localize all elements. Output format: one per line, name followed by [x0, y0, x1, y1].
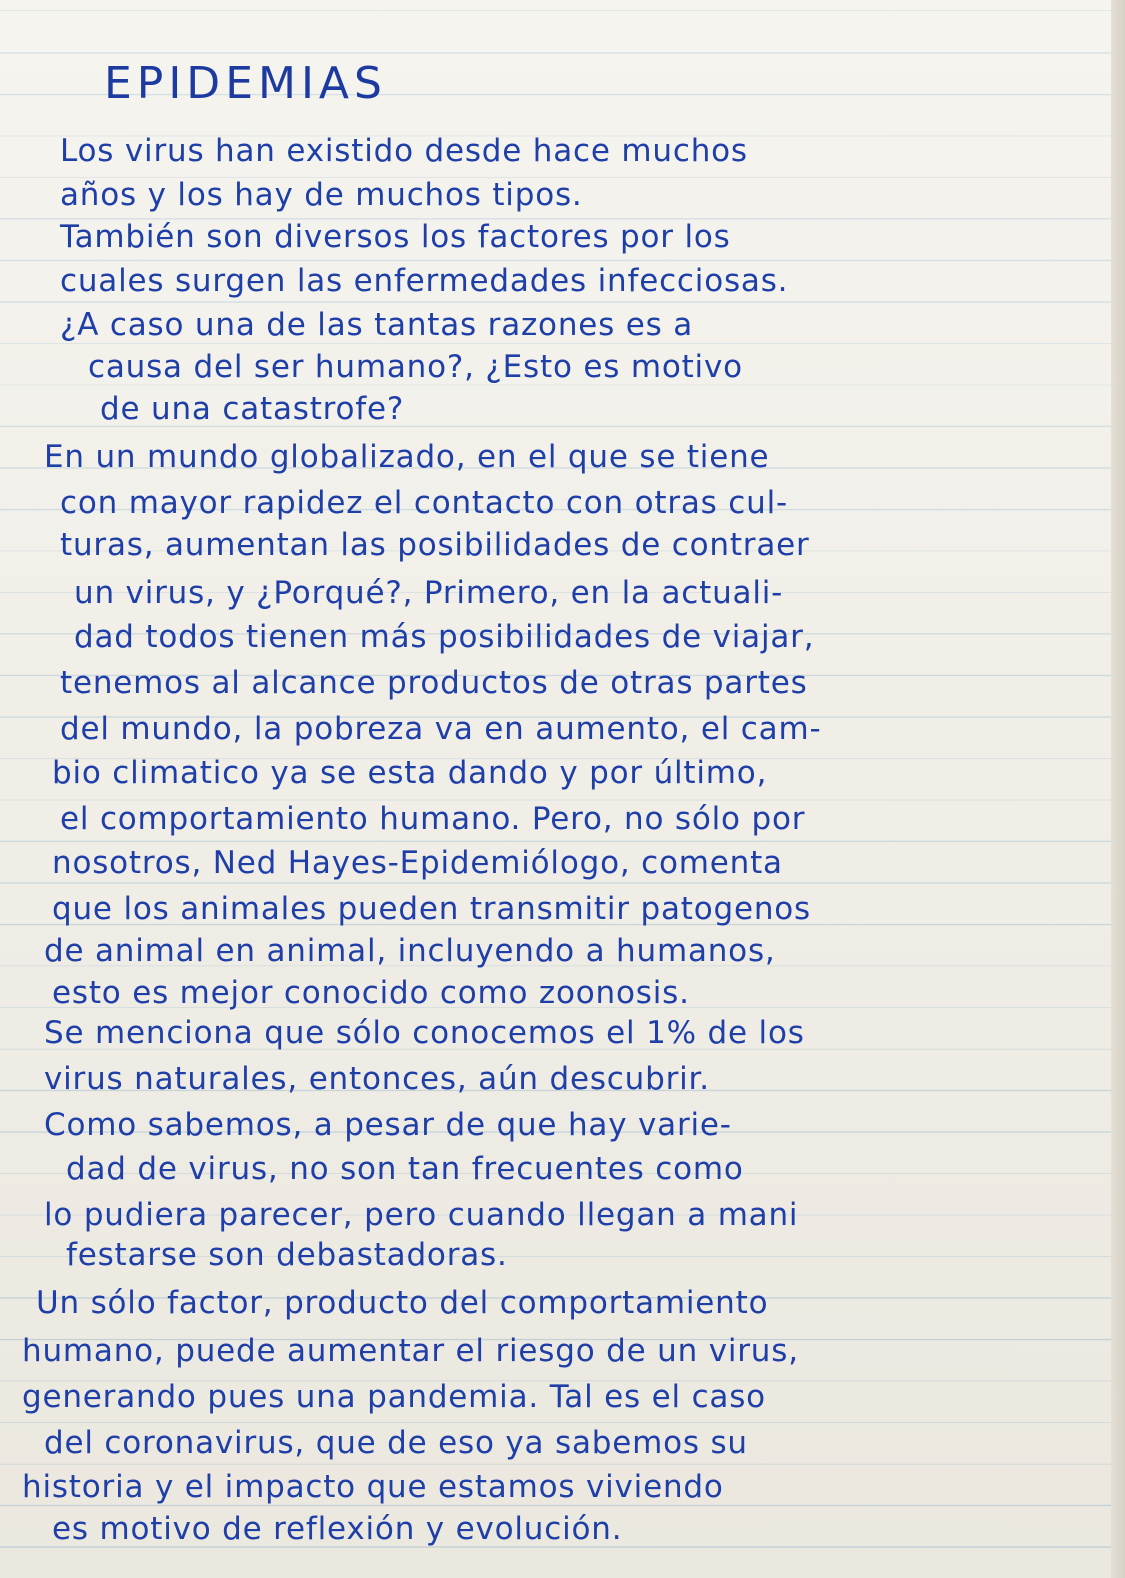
essay-line-20: esto es mejor conocido como zoonosis.: [52, 975, 690, 1011]
essay-title: EPIDEMIAS: [104, 58, 387, 109]
essay-line-2: años y los hay de muchos tipos.: [60, 177, 583, 213]
essay-line-27: Un sólo factor, producto del comportamiento: [36, 1285, 769, 1321]
essay-line-21: Se menciona que sólo conocemos el 1% de los: [44, 1015, 805, 1051]
essay-line-18: que los animales pueden transmitir patogenos: [52, 891, 812, 927]
essay-line-23: Como sabemos, a pesar de que hay varie-: [44, 1107, 732, 1143]
essay-line-12: dad todos tienen más posibilidades de viajar,: [74, 619, 815, 655]
essay-line-30: del coronavirus, que de eso ya sabemos su: [44, 1425, 748, 1461]
essay-line-4: cuales surgen las enfermedades infecciosas.: [60, 263, 789, 299]
essay-line-28: humano, puede aumentar el riesgo de un virus,: [22, 1333, 799, 1369]
essay-line-17: nosotros, Ned Hayes-Epidemiólogo, comenta: [52, 845, 783, 881]
essay-line-11: un virus, y ¿Porqué?, Primero, en la actuali-: [74, 575, 784, 611]
essay-line-26: festarse son debastadoras.: [66, 1237, 508, 1273]
essay-line-25: lo pudiera parecer, pero cuando llegan a mani: [44, 1197, 799, 1233]
essay-line-7: de una catastrofe?: [100, 391, 405, 427]
essay-line-6: causa del ser humano?, ¿Esto es motivo: [88, 349, 743, 385]
essay-line-24: dad de virus, no son tan frecuentes como: [66, 1151, 744, 1187]
essay-line-16: el comportamiento humano. Pero, no sólo por: [60, 801, 806, 837]
essay-line-10: turas, aumentan las posibilidades de contraer: [60, 527, 810, 563]
essay-line-32: es motivo de reflexión y evolución.: [52, 1511, 623, 1547]
essay-line-3: También son diversos los factores por los: [60, 219, 731, 255]
essay-line-15: bio climatico ya se esta dando y por último,: [52, 755, 768, 791]
essay-line-5: ¿A caso una de las tantas razones es a: [60, 307, 694, 343]
essay-line-8: En un mundo globalizado, en el que se tiene: [44, 439, 770, 475]
essay-line-14: del mundo, la pobreza va en aumento, el cam-: [60, 711, 822, 747]
essay-line-31: historia y el impacto que estamos viviendo: [22, 1469, 724, 1505]
essay-line-1: Los virus han existido desde hace muchos: [60, 133, 748, 169]
essay-line-19: de animal en animal, incluyendo a humanos,: [44, 933, 776, 969]
essay-line-13: tenemos al alcance productos de otras partes: [60, 665, 808, 701]
essay-line-9: con mayor rapidez el contacto con otras cul-: [60, 485, 788, 521]
essay-line-22: virus naturales, entonces, aún descubrir.: [44, 1061, 710, 1097]
essay-line-29: generando pues una pandemia. Tal es el caso: [22, 1379, 766, 1415]
